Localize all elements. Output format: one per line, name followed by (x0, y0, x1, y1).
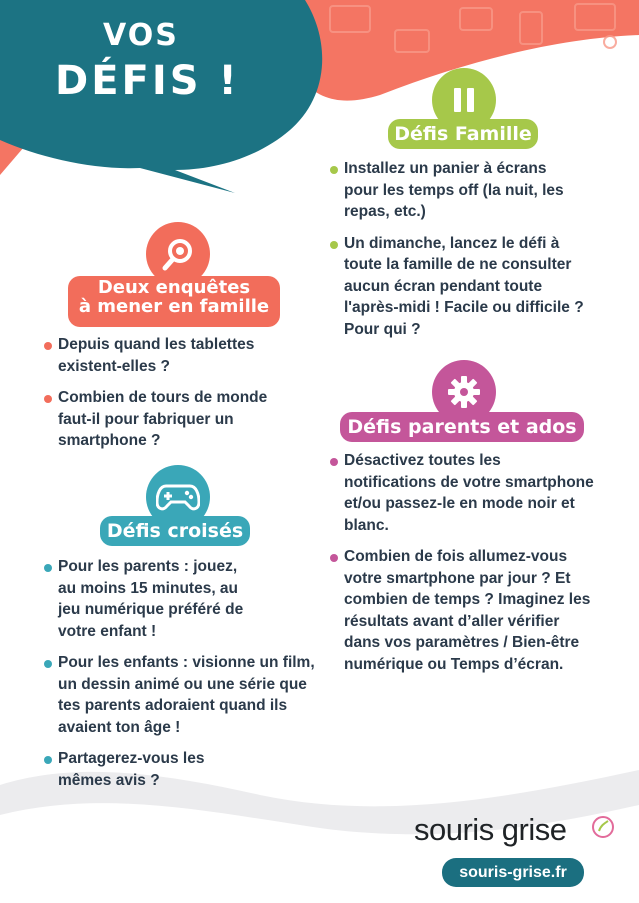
list-item: Désactivez toutes les notifications de votre smartphone et/ou passez-le en mode noir et blanc. (328, 450, 596, 536)
ados-list (328, 450, 596, 685)
famille-list (328, 158, 596, 350)
website-link[interactable]: souris-grise.fr (442, 858, 584, 887)
section-title-enquetes-line1: Deux enquêtes (97, 277, 251, 298)
list-item: Pour les parents : jouez, au moins 15 minutes, au jeu numérique préféré de votre enfant ! (42, 556, 317, 642)
section-title-ados: Défis parents et ados (340, 412, 584, 442)
section-title-famille: Défis Famille (388, 119, 538, 149)
section-title-enquetes-line2: à mener en famille (78, 295, 270, 317)
enquetes-list (42, 334, 292, 462)
list-item: Pour les enfants : visionne un film, un dessin animé ou une série que tes parents adoraient quand ils avaient ton âge ! (42, 652, 317, 738)
croises-list (42, 556, 317, 801)
section-title-croises: Défis croisés (100, 516, 250, 546)
list-item: Partagerez-vous les mêmes avis ? (42, 748, 317, 791)
list-item: Depuis quand les tablettes existent-elles ? (42, 334, 292, 377)
section-title-enquetes (68, 276, 280, 327)
title-line-2: DÉFIS ! (55, 58, 240, 104)
brand-logo-text: souris grise (414, 812, 567, 847)
list-item: Combien de tours de monde faut-il pour fabriquer un smartphone ? (42, 387, 292, 452)
brand-mark-icon (591, 815, 615, 839)
title-line-1: VOS (103, 18, 179, 53)
list-item: Combien de fois allumez-vous votre smartphone par jour ? Et combien de temps ? Imaginez les résultats avant d’aller vérifier dans vos paramètres / Bien-être numérique ou Temps d’écran. (328, 546, 596, 675)
list-item: Un dimanche, lancez le défi à toute la famille de ne consulter aucun écran pendant toute l'après-midi ! Facile ou difficile ? Pour qui ? (328, 233, 596, 341)
list-item: Installez un panier à écrans pour les temps off (la nuit, les repas, etc.) (328, 158, 596, 223)
